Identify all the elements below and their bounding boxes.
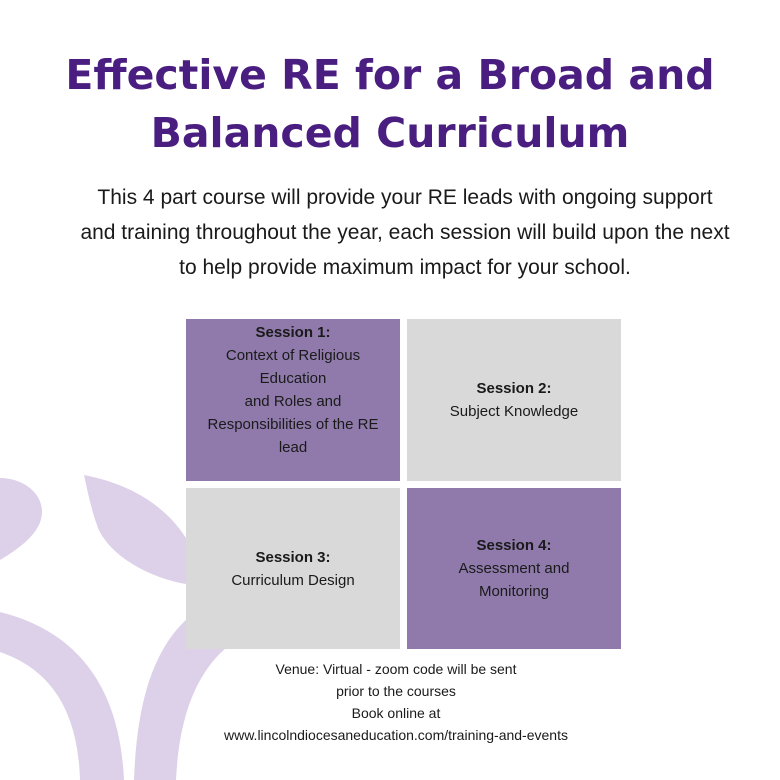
venue-line-1: Venue: Virtual - zoom code will be sent bbox=[275, 661, 517, 677]
session-2-label: Session 2: bbox=[476, 380, 552, 397]
session-1-description: Context of Religious Education and Roles and Responsibilities of the RE lead bbox=[207, 347, 379, 456]
title-line-1: Effective RE for a Broad and bbox=[65, 51, 715, 99]
session-2-description: Subject Knowledge bbox=[449, 403, 579, 420]
session-3-label: Session 3: bbox=[255, 548, 331, 566]
page-title bbox=[40, 46, 740, 162]
booking-url: www.lincolndiocesaneducation.com/training-and-events bbox=[224, 727, 568, 743]
session-4-label: Session 4: bbox=[476, 537, 552, 554]
session-4-description: Assessment and Monitoring bbox=[458, 560, 570, 600]
venue-info bbox=[196, 658, 596, 746]
session-4-panel bbox=[407, 488, 621, 649]
session-1-label: Session 1: bbox=[255, 324, 331, 341]
title-line-2: Balanced Curriculum bbox=[150, 109, 630, 157]
venue-line-2: prior to the courses bbox=[336, 683, 456, 699]
session-2-panel bbox=[407, 319, 621, 481]
session-3-description: Curriculum Design bbox=[231, 571, 355, 589]
session-1-panel bbox=[186, 319, 400, 481]
course-intro: This 4 part course will provide your RE leads with ongoing support and training throughout the year, each session will build upon the next to help provide maximum impact for your school. bbox=[80, 186, 730, 279]
session-3-panel bbox=[186, 488, 400, 649]
booking-text: Book online at bbox=[351, 705, 441, 721]
session-grid bbox=[186, 319, 621, 649]
